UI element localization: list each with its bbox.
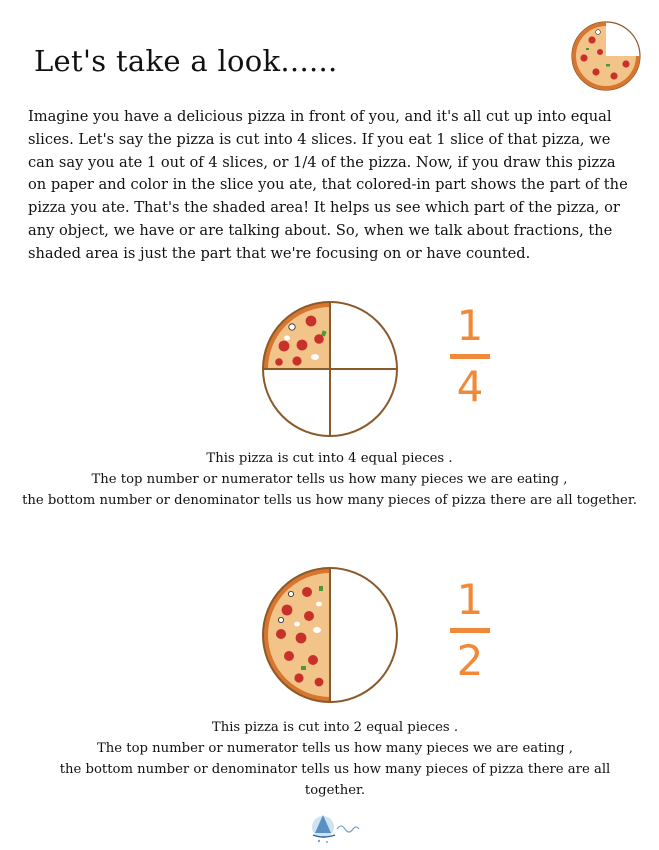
fraction-one-quarter xyxy=(440,302,500,411)
caption-line: the bottom number or denominator tells us how many pieces of pizza there are all together. xyxy=(22,493,637,508)
caption-half xyxy=(40,717,630,801)
fraction-one-half xyxy=(440,576,500,685)
fraction-bar xyxy=(450,354,490,359)
caption-line: This pizza is cut into 2 equal pieces . xyxy=(211,720,459,735)
numerator: 1 xyxy=(456,301,484,350)
page-title: Let's take a look...... xyxy=(34,44,338,78)
caption-line: the bottom number or denominator tells us how many pieces of pizza there are all together. xyxy=(59,762,611,798)
quarter-pizza-diagram xyxy=(259,298,401,440)
caption-quarter xyxy=(0,448,659,511)
denominator: 4 xyxy=(456,362,484,411)
caption-line: The top number or numerator tells us how many pieces we are eating , xyxy=(91,472,568,487)
pizza-slice-missing-icon xyxy=(570,20,642,92)
numerator: 1 xyxy=(456,575,484,624)
brand-logo-icon xyxy=(309,805,373,845)
caption-line: The top number or numerator tells us how many pieces we are eating , xyxy=(97,741,573,756)
denominator: 2 xyxy=(456,636,484,685)
fraction-bar xyxy=(450,628,490,633)
caption-line: This pizza is cut into 4 equal pieces . xyxy=(206,451,453,466)
half-pizza-diagram xyxy=(259,564,401,706)
intro-paragraph: Imagine you have a delicious pizza in front of you, and it's all cut up into equal slices. Let's say the pizza is cut into 4 slices. If you eat 1 slice of that pizza, we can say you ate 1 out of 4 slices, or 1/4 of the pizza. Now, if you draw this pizza on paper and color in the slice you ate, that colored-in part shows the part of the pizza you ate. That's the shaded area! It helps us see which part of the pizza, or any object, we have or are talking about. So, when we talk about fractions, the shaded area is just the part that we're focusing on or have counted. xyxy=(28,108,628,262)
